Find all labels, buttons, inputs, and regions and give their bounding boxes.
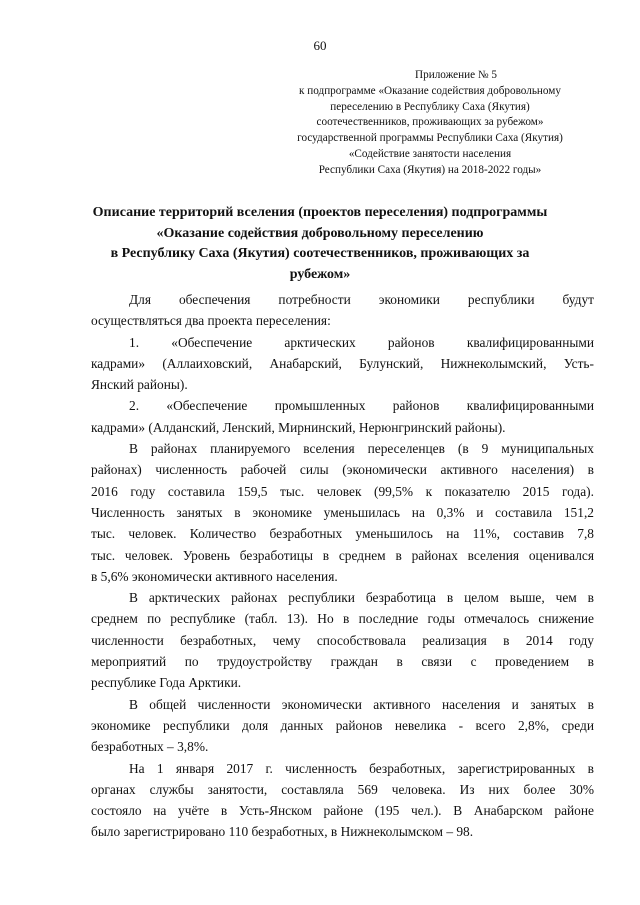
appendix-header — [260, 68, 600, 179]
body-line: было зарегистрировано 110 безработных, в Нижнеколымском – 98. — [91, 824, 474, 840]
appendix-line: Приложение № 5 — [415, 69, 497, 81]
body-line: В арктических районах республики безработица в целом выше, чем в — [129, 590, 594, 606]
appendix-line: переселению в Республику Саха (Якутия) — [330, 100, 530, 113]
page-number: 60 — [313, 38, 327, 53]
body-line: безработных – 3,8%. — [91, 739, 209, 755]
body-line: тыс. человек. Количество безработных уменьшилось на 11%, составив 7,8 — [91, 526, 594, 542]
body-line: кадрами» (Аллаиховский, Анабарский, Булунский, Нижнеколымский, Усть- — [91, 355, 594, 371]
body-line: В общей численности экономически активного населения и занятых в — [129, 696, 594, 712]
appendix-line: «Содействие занятости населения — [348, 147, 512, 160]
appendix-line: к подпрограмме «Оказание содействия добровольному — [299, 84, 561, 97]
body-line: мероприятий по трудоустройству граждан в связи с проведением в — [91, 654, 594, 670]
body-line: состояло на учёте в Усть-Янском районе (195 чел.). В Анабарском районе — [91, 803, 594, 819]
body-text — [91, 289, 594, 843]
body-line: среднем по республике (табл. 13). Но в последние годы отмечалось снижение — [91, 611, 594, 627]
body-line: кадрами» (Алданский, Ленский, Мирнинский, Нерюнгринский районы). — [91, 419, 506, 435]
body-line: Численность занятых в экономике уменьшилась на 0,3% и составила 151,2 — [91, 504, 594, 520]
body-line: республике Года Арктики. — [91, 675, 242, 691]
appendix-line: государственной программы Республики Саха (Якутия) — [297, 132, 563, 145]
body-line: осуществляться два проекта переселения: — [91, 313, 331, 329]
title-line: в Республику Саха (Якутия) соотечественников, проживающих за — [110, 246, 530, 261]
body-line: В районах планируемого вселения переселенцев (в 9 муниципальных — [129, 441, 594, 457]
body-line: экономике республики доля данных районов невелика - всего 2,8%, среди — [91, 717, 594, 733]
title-line: «Оказание содействия добровольному переселению — [156, 225, 484, 241]
body-line: районах) численность рабочей силы (экономически активного населения) в — [91, 462, 594, 478]
body-line: Янский районы). — [91, 377, 188, 393]
body-line: 1. «Обеспечение арктических районов квалифицированными — [129, 334, 594, 350]
body-line: На 1 января 2017 г. численность безработных, зарегистрированных в — [129, 760, 594, 776]
document-title — [80, 203, 560, 285]
body-line: Для обеспечения потребности экономики республики будут — [129, 292, 594, 307]
body-line: в 5,6% экономически активного населения. — [91, 568, 338, 584]
body-line: численности безработных, чему способствовала реализация в 2014 году — [91, 632, 594, 648]
body-line: тыс. человек. Уровень безработицы в среднем в районах вселения оценивался — [91, 547, 594, 563]
body-line: 2016 году составила 159,5 тыс. человек (99,5% к показателю 2015 года). — [91, 483, 594, 499]
appendix-line: соотечественников, проживающих за рубежом» — [316, 116, 544, 129]
title-line: Описание территорий вселения (проектов переселения) подпрограммы — [92, 205, 548, 220]
appendix-line: Республики Саха (Якутия) на 2018-2022 годы» — [318, 163, 542, 176]
title-line: рубежом» — [289, 266, 351, 282]
body-line: 2. «Обеспечение промышленных районов квалифицированными — [129, 398, 594, 414]
body-line: органах службы занятости, составляла 569 человека. Из них более 30% — [91, 781, 594, 797]
